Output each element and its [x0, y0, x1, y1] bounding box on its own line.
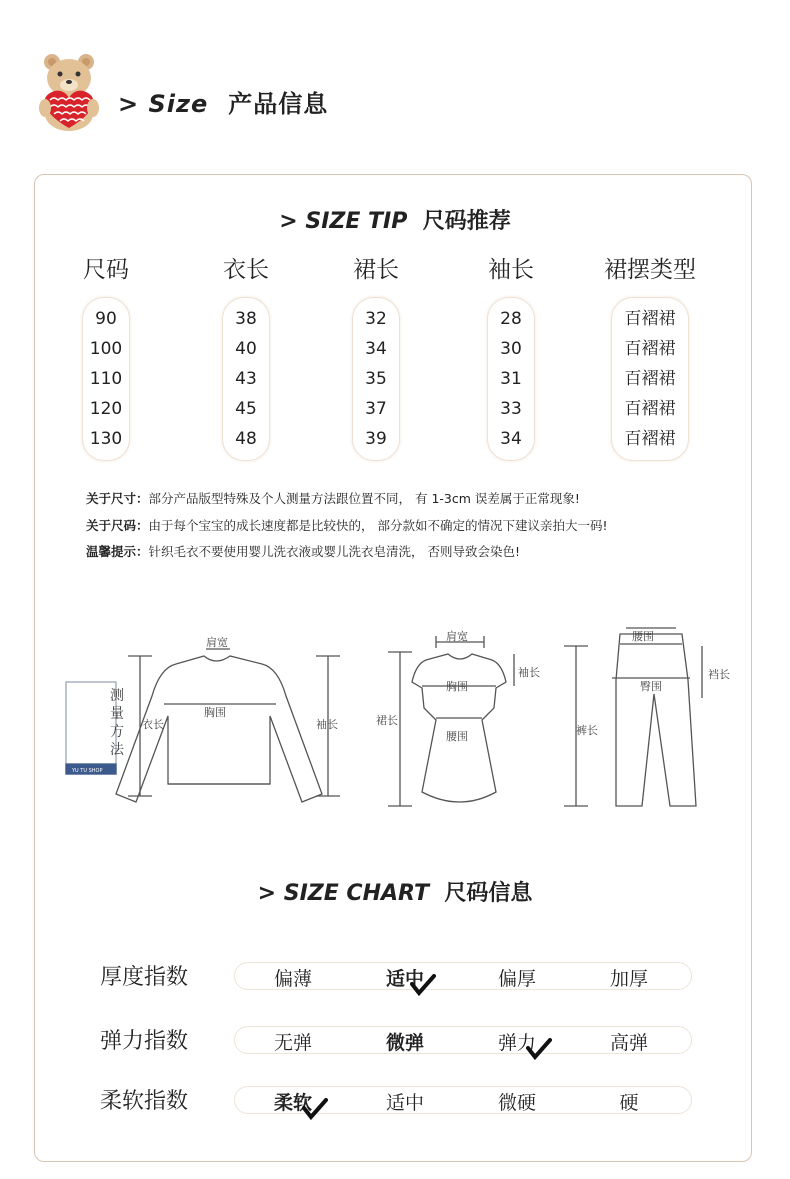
label-shoulder: 肩宽	[206, 636, 228, 649]
cell: 100	[89, 339, 123, 359]
cell: 37	[365, 399, 387, 419]
column-header: 尺码	[83, 257, 129, 283]
cell: 45	[235, 399, 257, 419]
badge-shop: YU TU SHOP	[72, 768, 103, 774]
label-dress-shoulder: 肩宽	[446, 630, 468, 643]
badge-char: 法	[110, 742, 124, 758]
option-selected: 适中	[385, 968, 424, 990]
values-pill	[82, 297, 130, 461]
option: 高弹	[609, 1032, 648, 1054]
option: 无弹	[273, 1032, 312, 1054]
check-icon	[302, 1098, 328, 1120]
cell: 43	[235, 369, 257, 389]
label-dress-sleeve: 袖长	[518, 666, 540, 679]
row-label-elasticity: 弹力指数	[100, 1029, 189, 1054]
badge-char: 方	[110, 724, 124, 740]
cell: 130	[89, 429, 123, 449]
option-selected: 柔软	[273, 1092, 312, 1114]
page-header	[118, 84, 328, 119]
cell: 30	[500, 339, 522, 359]
badge-char: 测	[110, 688, 124, 704]
bear-heart-logo	[36, 52, 102, 132]
label-pants-hip: 臀围	[640, 680, 662, 693]
header-title-cn: 产品信息	[228, 90, 329, 118]
option: 微硬	[497, 1092, 536, 1114]
option: 加厚	[609, 968, 648, 990]
note-text: 针织毛衣不要使用婴儿洗衣液或婴儿洗衣皂清洗， 否则导致会染色!	[148, 544, 521, 559]
option: 硬	[619, 1092, 639, 1114]
cell: 34	[500, 429, 522, 449]
cell: 百褶裙	[624, 369, 676, 389]
note-text: 部分产品版型特殊及个人测量方法跟位置不同， 有 1-3cm 误差属于正常现象!	[148, 491, 580, 506]
measurement-diagram	[64, 616, 744, 816]
cell: 33	[500, 399, 522, 419]
column-header: 裙摆类型	[604, 257, 696, 283]
note-item	[86, 513, 608, 540]
values-pill	[611, 297, 689, 461]
size-column-size	[71, 253, 141, 461]
cell: 31	[500, 369, 522, 389]
cell: 34	[365, 339, 387, 359]
label-dress-chest: 胸围	[446, 680, 468, 693]
cell: 110	[89, 369, 123, 389]
values-pill	[487, 297, 535, 461]
option: 偏薄	[273, 968, 312, 990]
column-header: 袖长	[488, 257, 534, 283]
note-label: 关于尺码：	[86, 517, 149, 533]
badge-char: 量	[110, 706, 124, 722]
label-pants-rise: 裆长	[708, 668, 730, 681]
label-dress-waist: 腰围	[446, 730, 468, 743]
check-icon	[410, 974, 436, 996]
check-icon	[526, 1038, 552, 1060]
option: 微弹	[385, 1032, 424, 1054]
cell: 120	[89, 399, 123, 419]
note-item	[86, 486, 608, 513]
option: 适中	[385, 1092, 424, 1114]
label-dress-length: 裙长	[376, 714, 398, 727]
cell: 39	[365, 429, 387, 449]
column-header: 裙长	[353, 257, 399, 283]
values-pill	[352, 297, 400, 461]
label-chest: 胸围	[204, 706, 226, 719]
label-length: 衣长	[142, 718, 164, 731]
label-pants-waist: 腰围	[632, 630, 654, 643]
size-notes	[86, 486, 608, 566]
note-label: 温馨提示：	[86, 544, 149, 559]
column-header: 衣长	[223, 257, 269, 283]
cell: 百褶裙	[624, 309, 676, 329]
size-chart-title-cn: 尺码信息	[444, 881, 533, 906]
values-pill	[222, 297, 270, 461]
cell: 百褶裙	[624, 429, 676, 449]
note-text: 由于每个宝宝的成长速度都是比较快的， 部分款如不确定的情况下建议亲拍大一码!	[148, 517, 608, 533]
cell: 35	[365, 369, 387, 389]
size-tip-title-cn: 尺码推荐	[422, 209, 511, 234]
cell: 38	[235, 309, 257, 329]
cell: 90	[95, 309, 117, 329]
row-label-softness: 柔软指数	[100, 1089, 189, 1114]
note-item	[86, 539, 608, 566]
size-chart-title	[0, 876, 790, 907]
cell: 28	[500, 309, 522, 329]
size-tip-title-en: > SIZE TIP	[279, 209, 408, 234]
label-pants-length: 裤长	[576, 724, 598, 737]
cell: 40	[235, 339, 257, 359]
cell: 48	[235, 429, 257, 449]
size-column-top-length	[211, 253, 281, 461]
header-title-en: > Size	[118, 90, 209, 118]
size-column-skirt-length	[341, 253, 411, 461]
row-label-thickness: 厚度指数	[100, 965, 189, 990]
cell: 百褶裙	[624, 339, 676, 359]
size-column-skirt-type	[590, 253, 710, 461]
label-sleeve: 袖长	[316, 718, 338, 731]
size-chart-title-en: > SIZE CHART	[257, 881, 429, 906]
note-label: 关于尺寸：	[86, 491, 149, 506]
option: 偏厚	[497, 968, 536, 990]
cell: 百褶裙	[624, 399, 676, 419]
cell: 32	[365, 309, 387, 329]
size-column-sleeve-length	[476, 253, 546, 461]
size-tip-title	[0, 204, 790, 235]
option-selected: 弹力	[497, 1032, 536, 1054]
